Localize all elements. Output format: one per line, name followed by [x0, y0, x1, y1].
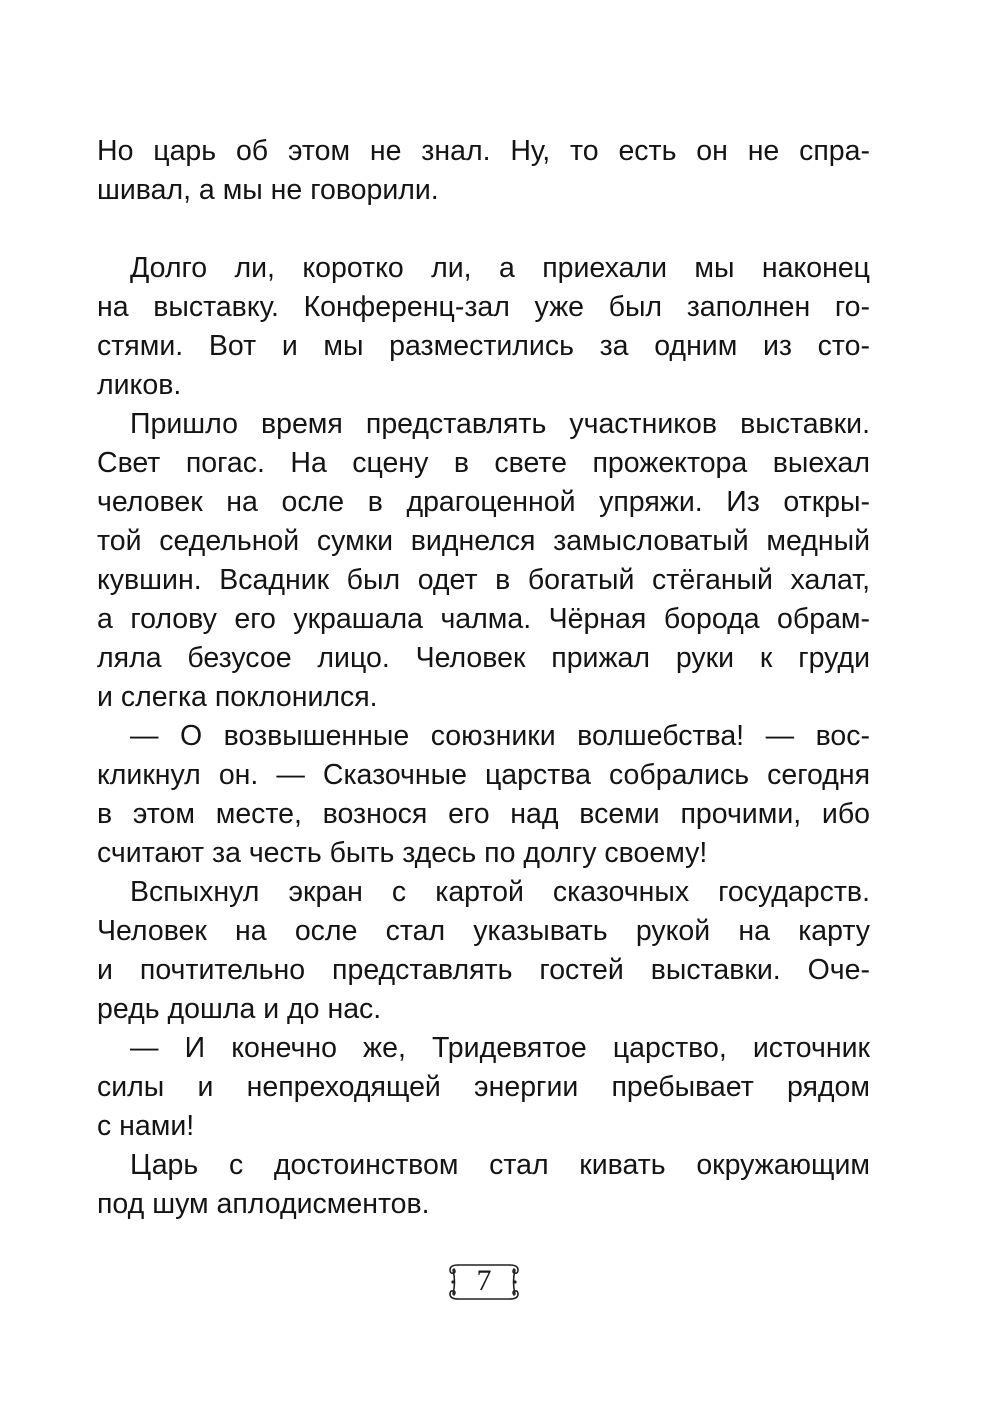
- page-body: [97, 132, 870, 1224]
- text-line: на выставку. Конференц-зал уже был заполнен го-: [97, 291, 870, 323]
- text-line: стями. Вот и мы разместились за одним из сто-: [97, 330, 870, 362]
- text-line: и почтительно представлять гостей выставки. Оче-: [97, 954, 870, 986]
- text-line: ляла безусое лицо. Человек прижал руки к груди: [97, 642, 870, 674]
- text-line: — И конечно же, Тридевятое царство, источник: [130, 1032, 870, 1064]
- text-line: — О возвышенные союзники волшебства! — вос-: [130, 720, 870, 752]
- text-line: под шум аплодисментов.: [97, 1188, 430, 1220]
- text-line: с нами!: [97, 1110, 195, 1142]
- text-line: силы и непреходящей энергии пребывает рядом: [97, 1071, 870, 1103]
- text-line: Человек на осле стал указывать рукой на карту: [97, 915, 870, 947]
- page-number: 7: [476, 1264, 492, 1297]
- page-number-frame: [444, 1256, 524, 1308]
- text-line: шивал, а мы не говорили.: [97, 174, 439, 206]
- text-line: Пришло время представлять участников выставки.: [130, 408, 870, 440]
- text-line: а голову его украшала чалма. Чёрная борода обрам-: [97, 603, 870, 635]
- text-line: человек на осле в драгоценной упряжи. Из откры-: [97, 486, 870, 518]
- paragraph-gap: [97, 210, 870, 249]
- text-line: считают за честь быть здесь по долгу своему!: [97, 837, 708, 869]
- text-line: Долго ли, коротко ли, а приехали мы наконец: [130, 252, 870, 284]
- text-line: Вспыхнул экран с картой сказочных государств.: [130, 876, 870, 908]
- text-line: той седельной сумки виднелся замысловатый медный: [97, 525, 870, 557]
- text-line: Свет погас. На сцену в свете прожектора выехал: [97, 447, 870, 479]
- text-line: Но царь об этом не знал. Ну, то есть он не спра-: [97, 135, 870, 167]
- text-line: кувшин. Всадник был одет в богатый стёганый халат,: [97, 564, 870, 596]
- text-line: редь дошла и до нас.: [97, 993, 382, 1025]
- text-line: ликов.: [97, 369, 182, 401]
- text-line: и слегка поклонился.: [97, 681, 378, 713]
- text-line: кликнул он. — Сказочные царства собрались сегодня: [97, 759, 870, 791]
- text-line: Царь с достоинством стал кивать окружающим: [130, 1149, 870, 1181]
- text-line: в этом месте, вознося его над всеми прочими, ибо: [97, 798, 870, 830]
